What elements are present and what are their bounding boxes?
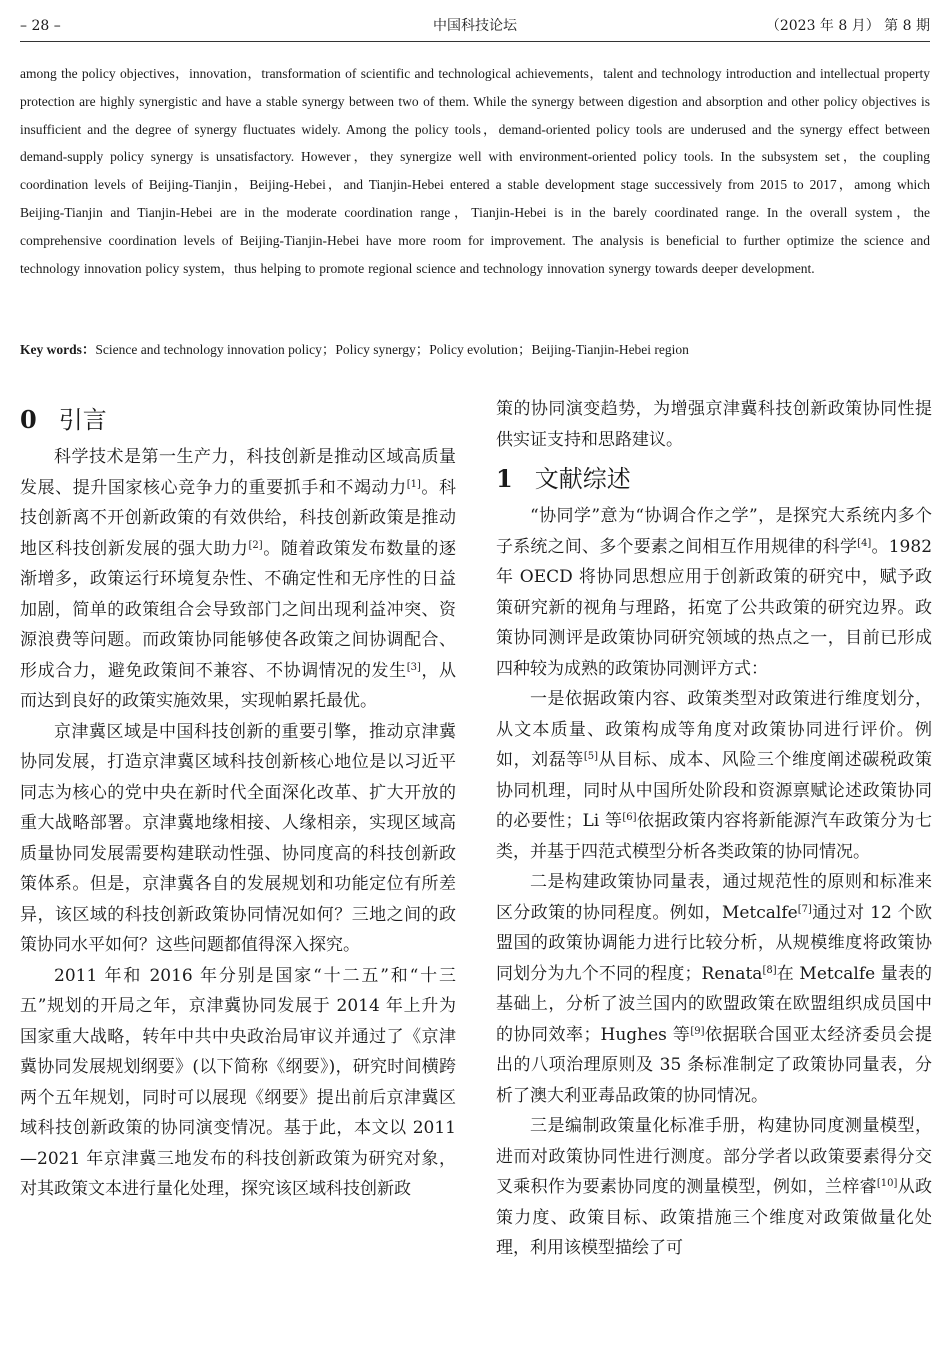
citation-2: [2] xyxy=(248,539,263,551)
issue-info: （2023 年 8 月） 第 8 期 xyxy=(765,18,930,34)
right-column xyxy=(496,394,932,1264)
review-p3-text-d: 依据联合国亚太经济委员会提出的八项治理原则及 35 条标准制定了政策协同量表，分析了澳大利亚毒品政策的协同情况。 xyxy=(496,1024,933,1106)
journal-name: 中国科技论坛 xyxy=(433,18,517,34)
section-0-number: 0 xyxy=(20,405,37,434)
review-p2-text-a: 一是依据政策内容、政策类型对政策进行维度划分，从文本质量、政策构成等角度对政策协同进行评价。例如，刘磊等 xyxy=(496,689,932,770)
review-p2-text-b: 从目标、成本、风险三个维度阐述碳税政策协同机理，同时从中国所处阶段和资源禀赋论述政策协同的必要性；Li 等 xyxy=(496,750,933,831)
review-p2-text-c: 依据政策内容将新能源汽车政策分为七类，并基于四范式模型分析各类政策的协同情况。 xyxy=(496,811,932,862)
intro-p1-text-d: ，从而达到良好的政策实施效果，实现帕累托最优。 xyxy=(20,660,457,711)
keywords xyxy=(20,337,930,363)
review-p1-text-b: 。1982 年 OECD 将协同思想应用于创新政策的研究中，赋予政策研究新的视角与理路，拓宽了公共政策的研究边界。政策协同测评是政策协同研究领域的热点之一，目前已形成四种较为成熟的政策协同测评方式： xyxy=(496,536,933,679)
intro-paragraph-2: 京津冀区域是中国科技创新的重要引擎，推动京津冀协同发展，打造京津冀区域科技创新核心地位是以习近平同志为核心的党中央在新时代全面深化改革、扩大开放的重大战略部署。京津冀地缘相接、人缘相亲，实现区域高质量协同发展需要构建联动性强、协同度高的科技创新政策体系。但是，京津冀各自的发展规划和功能定位有所差异，该区域的科技创新政策协同情况如何？三地之间的政策协同水平如何？这些问题都值得深入探究。 xyxy=(20,721,456,955)
header-rule xyxy=(20,41,930,42)
review-p4-text-b: 从政策力度、政策目标、政策措施三个维度对政策做量化处理，利用该模型描绘了可 xyxy=(496,1177,933,1258)
citation-9: [9] xyxy=(690,1025,705,1037)
left-column xyxy=(20,394,456,1205)
intro-paragraph-3: 2011 年和 2016 年分别是国家“十二五”和“十三五”规划的开局之年，京津冀协同发展于 2014 年上升为国家重大战略，转年中共中央政治局审议并通过了《京津冀协同发展规划纲要》(以下简称《纲要》)，研究时间横跨两个五年规划，同时可以展现《纲要》提出前后京津冀区域科技创新政策的协同演变情况。基于此，本文以 2011—2021 年京津冀三地发布的科技创新政策为研究对象，对其政策文本进行量化处理，探究该区域科技创新政 xyxy=(20,965,456,1199)
review-p3-text-a: 二是构建政策协同量表，通过规范性的原则和标准来区分政策的协同程度。例如，Metcalfe xyxy=(496,872,932,923)
section-0-title: 引言 xyxy=(58,406,107,434)
citation-8: [8] xyxy=(762,964,777,976)
keywords-label: Key words： xyxy=(20,342,96,357)
section-1-heading xyxy=(496,459,932,499)
section-1-title: 文献综述 xyxy=(534,465,631,493)
intro-paragraph-3-continued: 策的协同演变趋势，为增强京津冀科技创新政策协同性提供实证支持和思路建议。 xyxy=(496,399,932,450)
citation-10: [10] xyxy=(876,1178,898,1189)
intro-p1-text-b: 。科技创新离不开创新政策的有效供给，科技创新政策是推动地区科技创新发展的强大助力 xyxy=(20,477,457,559)
keywords-text: Science and technology innovation policy；Policy synergy；Policy evolution；Beijing-Tianjin-Hebei region xyxy=(95,342,689,357)
review-p3-text-c: 在 Metcalfe 量表的基础上，分析了波兰国内的欧盟政策在欧盟组织成员国中的协同效率；Hughes 等 xyxy=(496,963,932,1045)
citation-6: [6] xyxy=(622,812,637,823)
review-paragraph-1 xyxy=(496,501,932,684)
citation-4: [4] xyxy=(857,537,872,549)
review-p1-text-a: “协同学”意为“协调合作之学”，是探究大系统内多个子系统之间、多个要素之间相互作用规律的科学 xyxy=(496,506,932,557)
page-number: – 28 – xyxy=(20,18,61,34)
review-paragraph-2 xyxy=(496,684,932,867)
section-0-heading xyxy=(20,400,456,440)
citation-1: [1] xyxy=(406,478,421,490)
review-p4-text-a: 三是编制政策量化标准手册，构建协同度测量模型，进而对政策协同性进行测度。部分学者以政策要素得分交叉乘积作为要素协同度的测量模型，例如，兰梓睿 xyxy=(496,1116,932,1197)
intro-p1-text-a: 科学技术是第一生产力，科技创新是推动区域高质量发展、提升国家核心竞争力的重要抓手和不竭动力 xyxy=(20,447,456,498)
citation-7: [7] xyxy=(797,903,812,915)
review-paragraph-4 xyxy=(496,1111,932,1264)
section-1-number: 1 xyxy=(496,464,513,493)
citation-3: [3] xyxy=(406,661,421,673)
abstract-text: among the policy objectives，innovation，transformation of scientific and technological achievements，talent and technology introduction and intellectual property protection are highly synergistic and have a stable synergy between two of them. While the synergy between digestion and absorption and other policy objectives is insufficient and the degree of synergy fluctuates widely. Among the policy tools，demand-oriented policy tools are underused and the synergy effect between demand-supply policy synergy is unsatisfactory. However，they synergize well with environment-oriented policy tools. In the subsystem set，the coupling coordination levels of Beijing-Tianjin，Beijing-Hebei，and Tianjin-Hebei entered a stable development stage successively from 2015 to 2017，among which Beijing-Tianjin and Tianjin-Hebei are in the moderate coordination range，Tianjin-Hebei is in the barely coordinated range. In the overall system，the comprehensive coordination levels of Beijing-Tianjin-Hebei have more room for improvement. The analysis is beneficial to further optimize the science and technology innovation policy system，thus helping to promote regional science and technology innovation synergy towards deeper development. xyxy=(20,66,930,276)
page-header xyxy=(20,14,930,38)
review-p3-text-b: 通过对 12 个欧盟国的政策协调能力进行比较分析，从规模维度将政策协同划分为九个不同的程度；Renata xyxy=(496,902,932,984)
review-paragraph-3 xyxy=(496,867,932,1111)
intro-p1-text-c: 。随着政策发布数量的逐渐增多，政策运行环境复杂性、不确定性和无序性的日益加剧，简单的政策组合会导致部门之间出现利益冲突、资源浪费等问题。而政策协同能够使各政策之间协调配合、形成合力，避免政策间不兼容、不协调情况的发生 xyxy=(20,538,457,681)
citation-5: [5] xyxy=(583,751,599,762)
intro-paragraph-1 xyxy=(20,442,456,717)
